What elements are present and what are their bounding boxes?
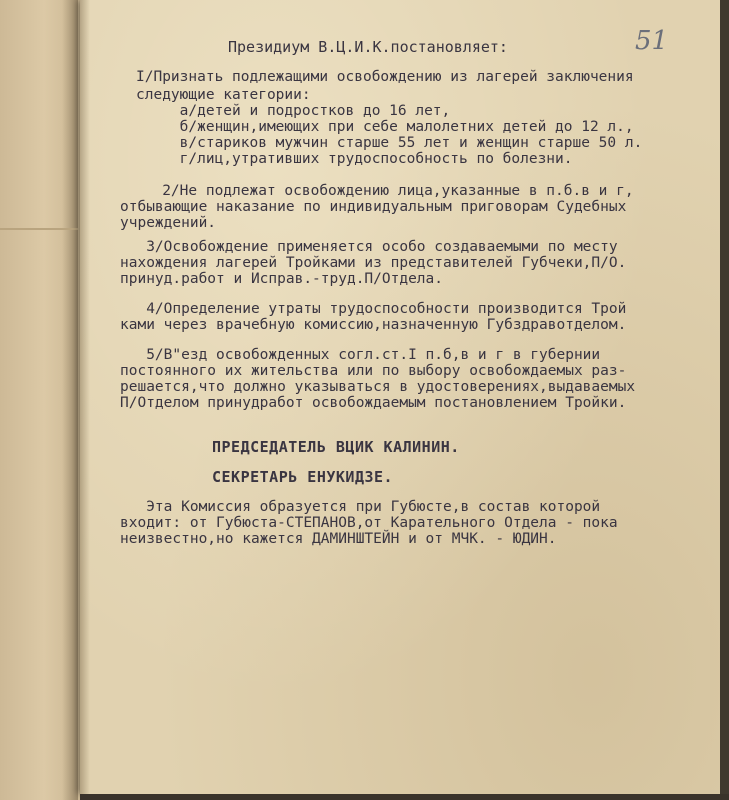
folio-number: 51 (635, 26, 669, 56)
item-2-line-1: 2/Не подлежат освобождению лица,указанные в п.б.в и г, (136, 183, 634, 199)
resolution-heading: Президиум В.Ц.И.К.постановляет: (228, 38, 508, 56)
background-edge-right (720, 0, 729, 800)
secretary-signature: СЕКРЕТАРЬ ЕНУКИДЗЕ. (212, 468, 394, 486)
item-1-line-5: в/стариков мужчин старше 55 лет и женщин старше 50 л. (136, 135, 643, 151)
item-5-line-1: 5/В"езд освобожденных согл.ст.I п.б,в и г в губернии (120, 347, 601, 363)
page-gutter-shadow (62, 0, 78, 800)
item-1-line-4: б/женщин,имеющих при себе малолетних детей до 12 л., (136, 119, 634, 135)
binding-shadow (80, 0, 90, 794)
document-page (80, 0, 720, 794)
item-1-line-1: I/Признать подлежащими освобождению из лагерей заключения (136, 69, 634, 85)
commission-line-3: неизвестно,но кажется ДАМИНШТЕЙН и от МЧК. - ЮДИН. (120, 531, 557, 547)
item-5-line-2: постоянного их жительства или по выбору освобождаемых раз- (120, 363, 627, 379)
commission-line-2: входит: от Губюста-СТЕПАНОВ,от Карательного Отдела - пока (120, 515, 618, 531)
previous-page-edge (0, 0, 80, 800)
background-edge-bottom (80, 794, 729, 800)
item-4-line-1: 4/Определение утраты трудоспособности производится Трой (120, 301, 627, 317)
page-fold-line (0, 228, 78, 230)
item-5-line-3: решается,что должно указываться в удостоверениях,выдаваемых (120, 379, 636, 395)
item-1-line-2: следующие категории: (136, 87, 311, 103)
chairman-signature: ПРЕДСЕДАТЕЛЬ ВЦИК КАЛИНИН. (212, 438, 460, 456)
item-2-line-2: отбывающие наказание по индивидуальным приговорам Судебных (120, 199, 627, 215)
item-3-line-2: нахождения лагерей Тройками из представителей Губчеки,П/О. (120, 255, 627, 271)
commission-line-1: Эта Комиссия образуется при Губюсте,в состав которой (120, 499, 601, 515)
item-4-line-2: ками через врачебную комиссию,назначенную Губздравотделом. (120, 317, 627, 333)
item-5-line-4: П/Отделом принудработ освобождаемым постановлением Тройки. (120, 395, 627, 411)
item-1-line-3: а/детей и подростков до 16 лет, (136, 103, 451, 119)
item-2-line-3: учреждений. (120, 215, 217, 231)
item-3-line-3: принуд.работ и Исправ.-труд.П/Отдела. (120, 271, 444, 287)
item-1-line-6: г/лиц,утративших трудоспособность по болезни. (136, 151, 573, 167)
item-3-line-1: 3/Освобождение применяется особо создаваемыми по месту (120, 239, 618, 255)
